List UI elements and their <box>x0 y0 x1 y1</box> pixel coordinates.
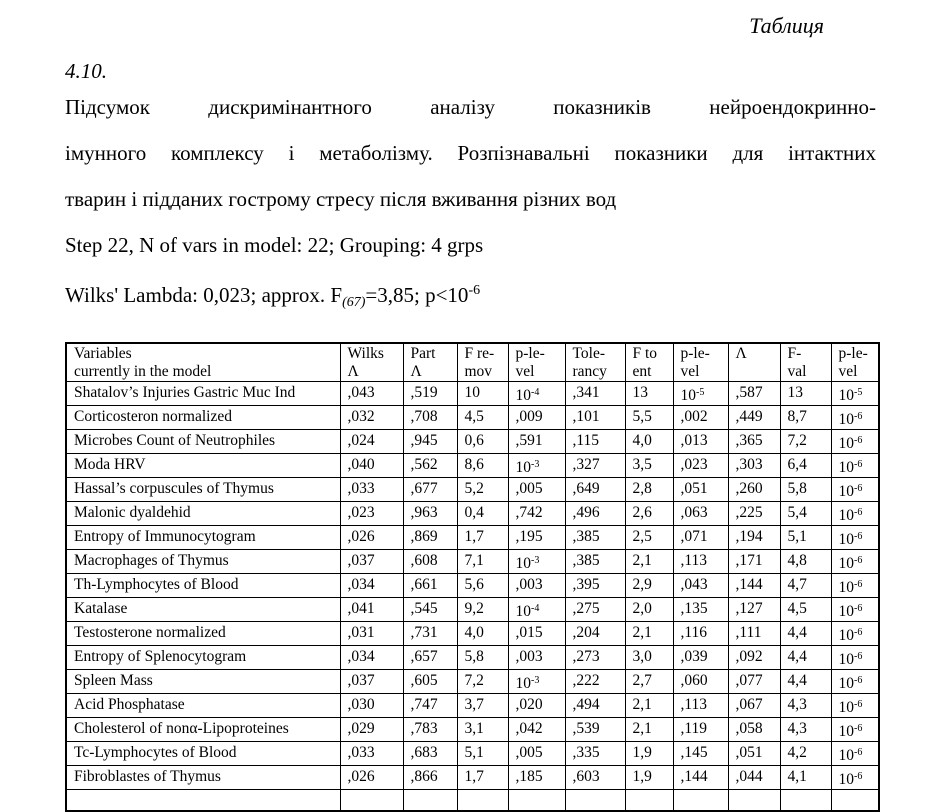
exponent: -6 <box>854 603 863 614</box>
wilks-mid: =3,85; p<10 <box>365 283 469 307</box>
value-cell: 10 <box>457 382 508 406</box>
value-cell: $10^{-5}$ <box>673 382 728 406</box>
column-header <box>673 343 728 382</box>
value-cell: ,260 <box>728 478 780 502</box>
exponent: -6 <box>854 723 863 734</box>
variable-cell: Macrophages of Thymus <box>66 550 340 574</box>
value-cell: ,683 <box>403 742 457 766</box>
table-caption <box>65 84 876 222</box>
value-cell: ,034 <box>340 646 403 670</box>
value-cell: 2,7 <box>625 670 673 694</box>
exponent: -6 <box>854 627 863 638</box>
value-cell: ,747 <box>403 694 457 718</box>
value-cell: ,023 <box>673 454 728 478</box>
variable-cell: Spleen Mass <box>66 670 340 694</box>
column-header <box>340 343 403 382</box>
value-cell: 13 <box>625 382 673 406</box>
value-cell: ,034 <box>340 574 403 598</box>
table-label-line <box>65 12 876 40</box>
value-cell: 5,6 <box>457 574 508 598</box>
value-cell: ,204 <box>565 622 625 646</box>
table-row <box>66 742 879 766</box>
exponent: -5 <box>696 387 705 398</box>
value-cell: 5,1 <box>457 742 508 766</box>
caption-line-1: Підсумок дискримінантного аналізу показників нейроендокринно- <box>65 95 876 119</box>
partial-table-row <box>66 790 879 811</box>
value-cell: 2,1 <box>625 622 673 646</box>
value-cell: ,185 <box>508 766 565 790</box>
value-cell: ,032 <box>340 406 403 430</box>
column-header <box>565 343 625 382</box>
value-cell: 1,7 <box>457 766 508 790</box>
exponent: -6 <box>854 531 863 542</box>
value-cell: $10^{-4}$ <box>508 382 565 406</box>
value-cell: ,327 <box>565 454 625 478</box>
value-cell: ,013 <box>673 430 728 454</box>
exponent: -4 <box>531 603 540 614</box>
value-cell: ,031 <box>340 622 403 646</box>
header-line-2: mov <box>464 363 493 380</box>
value-cell: ,015 <box>508 622 565 646</box>
partial-cell <box>457 790 508 811</box>
value-cell: ,605 <box>403 670 457 694</box>
value-cell: ,033 <box>340 478 403 502</box>
value-cell: $10^{-3}$ <box>508 454 565 478</box>
value-cell: ,135 <box>673 598 728 622</box>
value-cell: $10^{-6}$ <box>831 694 879 718</box>
value-cell: 4,4 <box>780 622 831 646</box>
variable-cell: Microbes Count of Neutrophiles <box>66 430 340 454</box>
value-cell: ,222 <box>565 670 625 694</box>
table-row <box>66 526 879 550</box>
exponent: -5 <box>854 387 863 398</box>
table-row <box>66 574 879 598</box>
partial-cell <box>508 790 565 811</box>
partial-cell <box>625 790 673 811</box>
value-cell: 1,9 <box>625 742 673 766</box>
variable-cell: Th-Lymphocytes of Blood <box>66 574 340 598</box>
header-line-1: F- <box>787 345 802 362</box>
partial-cell <box>831 790 879 811</box>
table-row <box>66 646 879 670</box>
value-cell: ,395 <box>565 574 625 598</box>
value-cell: $10^{-6}$ <box>831 622 879 646</box>
value-cell: $10^{-6}$ <box>831 550 879 574</box>
exponent: -6 <box>854 747 863 758</box>
value-cell: ,077 <box>728 670 780 694</box>
value-cell: 4,4 <box>780 646 831 670</box>
wilks-superscript: -6 <box>468 283 481 298</box>
exponent: -3 <box>531 675 540 686</box>
partial-cell <box>780 790 831 811</box>
exponent: -6 <box>854 699 863 710</box>
column-header <box>66 343 340 382</box>
table-number: 4.10. <box>65 59 107 83</box>
value-cell: 2,1 <box>625 694 673 718</box>
column-header <box>780 343 831 382</box>
table-row <box>66 694 879 718</box>
table-row <box>66 502 879 526</box>
value-cell: $10^{-6}$ <box>831 646 879 670</box>
header-line-1: p-le- <box>838 345 868 362</box>
partial-cell <box>565 790 625 811</box>
header-line-1: Wilks <box>347 345 384 362</box>
value-cell: 6,4 <box>780 454 831 478</box>
value-cell: ,071 <box>673 526 728 550</box>
value-cell: 4,8 <box>780 550 831 574</box>
value-cell: ,562 <box>403 454 457 478</box>
column-header <box>403 343 457 382</box>
value-cell: 0,4 <box>457 502 508 526</box>
value-cell: ,275 <box>565 598 625 622</box>
value-cell: ,731 <box>403 622 457 646</box>
value-cell: $10^{-6}$ <box>831 670 879 694</box>
value-cell: ,661 <box>403 574 457 598</box>
value-cell: $10^{-6}$ <box>831 742 879 766</box>
value-cell: 5,8 <box>457 646 508 670</box>
value-cell: $10^{-3}$ <box>508 550 565 574</box>
value-cell: ,024 <box>340 430 403 454</box>
table-row <box>66 406 879 430</box>
value-cell: ,519 <box>403 382 457 406</box>
table-row <box>66 550 879 574</box>
value-cell: ,708 <box>403 406 457 430</box>
table-row <box>66 718 879 742</box>
header-line-1: p-le- <box>515 345 545 362</box>
value-cell: ,002 <box>673 406 728 430</box>
value-cell: 5,4 <box>780 502 831 526</box>
partial-cell <box>673 790 728 811</box>
value-cell: ,963 <box>403 502 457 526</box>
value-cell: $10^{-4}$ <box>508 598 565 622</box>
column-header <box>625 343 673 382</box>
value-cell: 7,1 <box>457 550 508 574</box>
value-cell: $10^{-6}$ <box>831 502 879 526</box>
exponent: -6 <box>854 579 863 590</box>
variable-cell: Moda HRV <box>66 454 340 478</box>
value-cell: $10^{-6}$ <box>831 454 879 478</box>
value-cell: ,119 <box>673 718 728 742</box>
value-cell: 8,7 <box>780 406 831 430</box>
table-label: Таблиця <box>749 13 824 38</box>
value-cell: ,040 <box>340 454 403 478</box>
value-cell: $10^{-3}$ <box>508 670 565 694</box>
value-cell: 5,8 <box>780 478 831 502</box>
value-cell: ,043 <box>673 574 728 598</box>
value-cell: 1,9 <box>625 766 673 790</box>
exponent: -6 <box>854 651 863 662</box>
column-header <box>457 343 508 382</box>
value-cell: $10^{-6}$ <box>831 430 879 454</box>
value-cell: 5,2 <box>457 478 508 502</box>
value-cell: $10^{-6}$ <box>831 574 879 598</box>
value-cell: ,092 <box>728 646 780 670</box>
header-line-2: Λ <box>347 363 359 380</box>
table-row <box>66 622 879 646</box>
column-header <box>728 343 780 382</box>
value-cell: 7,2 <box>457 670 508 694</box>
discriminant-analysis-table <box>65 342 880 812</box>
value-cell: ,496 <box>565 502 625 526</box>
value-cell: ,657 <box>403 646 457 670</box>
table-row <box>66 670 879 694</box>
value-cell: 8,6 <box>457 454 508 478</box>
column-header <box>508 343 565 382</box>
value-cell: ,042 <box>508 718 565 742</box>
variable-cell: Entropy of Splenocytogram <box>66 646 340 670</box>
exponent: -6 <box>854 555 863 566</box>
exponent: -6 <box>854 483 863 494</box>
value-cell: 3,5 <box>625 454 673 478</box>
value-cell: ,033 <box>340 742 403 766</box>
value-cell: ,341 <box>565 382 625 406</box>
value-cell: 13 <box>780 382 831 406</box>
value-cell: ,449 <box>728 406 780 430</box>
variable-cell: Cholesterol of nonα-Lipoproteines <box>66 718 340 742</box>
value-cell: ,003 <box>508 574 565 598</box>
variable-cell: Shatalov’s Injuries Gastric Muc Ind <box>66 382 340 406</box>
value-cell: ,273 <box>565 646 625 670</box>
header-line-2: vel <box>515 363 535 380</box>
value-cell: ,044 <box>728 766 780 790</box>
value-cell: 0,6 <box>457 430 508 454</box>
value-cell: ,039 <box>673 646 728 670</box>
value-cell: 3,7 <box>457 694 508 718</box>
value-cell: ,225 <box>728 502 780 526</box>
value-cell: ,385 <box>565 526 625 550</box>
header-line-2: val <box>787 363 807 380</box>
value-cell: ,009 <box>508 406 565 430</box>
value-cell: ,030 <box>340 694 403 718</box>
value-cell: $10^{-6}$ <box>831 766 879 790</box>
exponent: -6 <box>854 771 863 782</box>
table-body <box>66 382 879 811</box>
value-cell: ,591 <box>508 430 565 454</box>
partial-cell <box>403 790 457 811</box>
value-cell: ,494 <box>565 694 625 718</box>
value-cell: ,051 <box>728 742 780 766</box>
value-cell: ,171 <box>728 550 780 574</box>
partial-cell <box>340 790 403 811</box>
variable-cell: Entropy of Immunocytogram <box>66 526 340 550</box>
value-cell: ,051 <box>673 478 728 502</box>
variable-cell: Malonic dyaldehid <box>66 502 340 526</box>
value-cell: 3,0 <box>625 646 673 670</box>
value-cell: $10^{-6}$ <box>831 406 879 430</box>
table-row <box>66 598 879 622</box>
column-header <box>831 343 879 382</box>
value-cell: ,608 <box>403 550 457 574</box>
exponent: -6 <box>854 459 863 470</box>
value-cell: ,144 <box>728 574 780 598</box>
exponent: -3 <box>531 459 540 470</box>
exponent: -3 <box>531 555 540 566</box>
value-cell: ,026 <box>340 766 403 790</box>
value-cell: ,116 <box>673 622 728 646</box>
value-cell: ,026 <box>340 526 403 550</box>
value-cell: ,005 <box>508 478 565 502</box>
value-cell: 4,4 <box>780 670 831 694</box>
value-cell: ,003 <box>508 646 565 670</box>
wilks-subscript: (67) <box>342 295 366 310</box>
exponent: -6 <box>854 507 863 518</box>
value-cell: 5,5 <box>625 406 673 430</box>
value-cell: 2,8 <box>625 478 673 502</box>
caption-line-2: імунного комплексу і метаболізму. Розпізнавальні показники для інтактних <box>65 141 876 165</box>
variable-cell: Katalase <box>66 598 340 622</box>
value-cell: 2,5 <box>625 526 673 550</box>
value-cell: ,127 <box>728 598 780 622</box>
wilks-prefix: Wilks' Lambda: 0,023; approx. F <box>65 283 343 307</box>
step-summary-line: Step 22, N of vars in model: 22; Grouping: 4 grps <box>65 233 484 257</box>
value-cell: ,365 <box>728 430 780 454</box>
header-line-1: F re- <box>464 345 495 362</box>
variable-cell: Acid Phosphatase <box>66 694 340 718</box>
wilks-lambda-line <box>65 268 876 326</box>
variable-cell: Tc-Lymphocytes of Blood <box>66 742 340 766</box>
header-line-2: vel <box>680 363 700 380</box>
table-row <box>66 766 879 790</box>
header-row <box>66 343 879 382</box>
table-row <box>66 478 879 502</box>
value-cell: ,058 <box>728 718 780 742</box>
value-cell: 2,6 <box>625 502 673 526</box>
value-cell: ,023 <box>340 502 403 526</box>
value-cell: 9,2 <box>457 598 508 622</box>
table-row <box>66 382 879 406</box>
document-page <box>0 12 938 788</box>
value-cell: ,783 <box>403 718 457 742</box>
value-cell: ,067 <box>728 694 780 718</box>
header-line-2: currently in the model <box>74 363 212 380</box>
value-cell: 4,0 <box>625 430 673 454</box>
value-cell: ,020 <box>508 694 565 718</box>
value-cell: 2,9 <box>625 574 673 598</box>
header-line-1: Tole- <box>572 345 605 362</box>
exponent: -6 <box>854 411 863 422</box>
value-cell: $10^{-6}$ <box>831 478 879 502</box>
value-cell: ,587 <box>728 382 780 406</box>
value-cell: ,005 <box>508 742 565 766</box>
value-cell: ,194 <box>728 526 780 550</box>
exponent: -6 <box>854 675 863 686</box>
value-cell: ,144 <box>673 766 728 790</box>
value-cell: ,649 <box>565 478 625 502</box>
value-cell: ,603 <box>565 766 625 790</box>
exponent: -4 <box>531 387 540 398</box>
header-line-1: F to <box>632 345 658 362</box>
value-cell: ,029 <box>340 718 403 742</box>
header-line-1: Λ <box>735 345 747 362</box>
value-cell: ,037 <box>340 550 403 574</box>
header-line-2: Λ <box>410 363 422 380</box>
value-cell: 3,1 <box>457 718 508 742</box>
value-cell: ,335 <box>565 742 625 766</box>
value-cell: 4,3 <box>780 718 831 742</box>
value-cell: 4,3 <box>780 694 831 718</box>
partial-cell <box>728 790 780 811</box>
caption-line-3: тварин і підданих гострому стресу після вживання різних вод <box>65 187 617 211</box>
value-cell: ,101 <box>565 406 625 430</box>
value-cell: ,195 <box>508 526 565 550</box>
header-line-1: Part <box>410 345 436 362</box>
value-cell: ,115 <box>565 430 625 454</box>
variable-cell: Testosterone normalized <box>66 622 340 646</box>
value-cell: 4,2 <box>780 742 831 766</box>
header-line-1: p-le- <box>680 345 710 362</box>
value-cell: ,866 <box>403 766 457 790</box>
value-cell: 4,5 <box>780 598 831 622</box>
value-cell: ,539 <box>565 718 625 742</box>
table-head <box>66 343 879 382</box>
exponent: -6 <box>854 435 863 446</box>
variable-cell: Fibroblastes of Thymus <box>66 766 340 790</box>
value-cell: 1,7 <box>457 526 508 550</box>
value-cell: 2,1 <box>625 550 673 574</box>
header-line-2: rancy <box>572 363 607 380</box>
value-cell: ,063 <box>673 502 728 526</box>
value-cell: ,945 <box>403 430 457 454</box>
value-cell: 4,1 <box>780 766 831 790</box>
value-cell: 2,1 <box>625 718 673 742</box>
header-line-2: vel <box>838 363 858 380</box>
value-cell: ,742 <box>508 502 565 526</box>
variable-cell: Hassal’s corpuscules of Thymus <box>66 478 340 502</box>
value-cell: $10^{-6}$ <box>831 718 879 742</box>
value-cell: 2,0 <box>625 598 673 622</box>
value-cell: ,113 <box>673 694 728 718</box>
value-cell: 7,2 <box>780 430 831 454</box>
value-cell: ,037 <box>340 670 403 694</box>
value-cell: ,385 <box>565 550 625 574</box>
header-line-1: Variables <box>74 345 132 362</box>
value-cell: 4,7 <box>780 574 831 598</box>
value-cell: ,545 <box>403 598 457 622</box>
value-cell: $10^{-6}$ <box>831 598 879 622</box>
value-cell: ,145 <box>673 742 728 766</box>
value-cell: ,113 <box>673 550 728 574</box>
header-line-2: ent <box>632 363 652 380</box>
partial-cell <box>66 790 340 811</box>
variable-cell: Corticosteron normalized <box>66 406 340 430</box>
value-cell: $10^{-6}$ <box>831 526 879 550</box>
table-row <box>66 430 879 454</box>
value-cell: ,303 <box>728 454 780 478</box>
value-cell: ,043 <box>340 382 403 406</box>
value-cell: $10^{-5}$ <box>831 382 879 406</box>
value-cell: ,041 <box>340 598 403 622</box>
value-cell: ,677 <box>403 478 457 502</box>
value-cell: ,869 <box>403 526 457 550</box>
value-cell: ,111 <box>728 622 780 646</box>
value-cell: 4,0 <box>457 622 508 646</box>
table-row <box>66 454 879 478</box>
value-cell: 4,5 <box>457 406 508 430</box>
value-cell: 5,1 <box>780 526 831 550</box>
value-cell: ,060 <box>673 670 728 694</box>
